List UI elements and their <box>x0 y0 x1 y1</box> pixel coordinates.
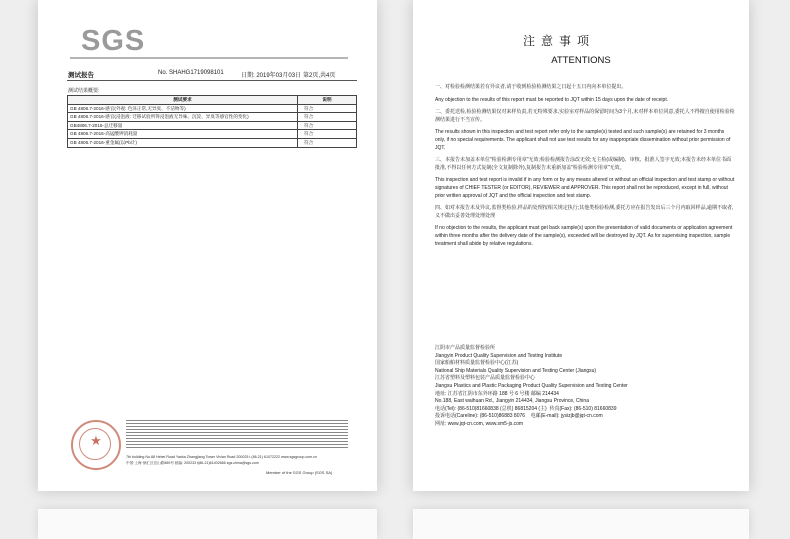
table-row <box>68 138 357 147</box>
notice-en: This inspection and test report is invalid if in any form or by any means altered or without an official inspection and test stamp or without signatures of CHIEF TESTER (or EDITOR), REVIEWER and APPROVER. This report shall not be reproduced, except in full, without prior written approval of JQT and the official inspection and test stamp. <box>435 177 735 199</box>
contact-line: 国家船舶材料质量监督检验中心(江苏) <box>435 360 519 367</box>
footer-address-cn: 中国·上海·徐汇区宜山路889号 邮编: 200233 t(86-21)61402666 sgs.china@sgs.com <box>126 461 259 465</box>
institute-contacts <box>435 345 735 429</box>
fine-print-block <box>126 420 348 450</box>
table-row <box>68 130 357 139</box>
sgs-test-report-page <box>38 0 377 491</box>
table-row <box>68 121 357 130</box>
attentions-title-cn: 注意事项 <box>523 34 596 48</box>
table-row <box>68 113 357 122</box>
attentions-body <box>435 84 735 253</box>
cell-requirement: GB 4806.7-2016-感官(外观: 色泽正常,无异臭、不洁物等) <box>68 104 298 113</box>
tel-line: 电话(Tel): (86-510)81660838 (总机) 86815204 (主) <box>435 405 547 412</box>
header-divider <box>67 80 357 81</box>
cell-conclusion: 符合 <box>298 130 357 139</box>
notice-cn: 一、对检验检测结果若有异议者,请于收到检验检测结果之日起十五日内向本单位提出。 <box>435 84 627 90</box>
cell-conclusion: 符合 <box>298 104 357 113</box>
table-row <box>68 104 357 113</box>
cell-requirement: GB 4806.7-2016-重金属(以Pb计) <box>68 138 298 147</box>
cell-conclusion: 符合 <box>298 138 357 147</box>
footer-address-en: 7th building No.88 Hebei Road Yanka Zhangjiang Tower Vivian Road 200025 t (86-21) 61072222 www.sgsgroup.com.cn <box>126 455 317 459</box>
notice-cn: 三、本报告未加盖本单位"检验检测专用章"无效;检验检测报告涂改无效;无主检(或编制)、审核、批准人签字无效;本报告未经本单位书面批准,不得以任何方式复制(全文复制除外),复制报告未重新加盖"检验检测专用章"无效。 <box>435 157 732 171</box>
contact-line: 江阴市产品质量监督检验所 <box>435 345 496 351</box>
cell-requirement: GB 4806.7-2016-高锰酸钾消耗量 <box>68 130 298 139</box>
next-page-right-edge <box>413 509 749 539</box>
official-stamp-icon: ★ <box>71 420 121 470</box>
contact-line: Jiangsu Plastics and Plastic Packaging Product Quality Supervision and Testing Center <box>435 382 628 389</box>
header-requirement: 测试要求 <box>68 96 298 105</box>
email-line: 电邮(E-mail): jysizjb@jqt-cn.com <box>530 413 603 420</box>
cell-conclusion: 符合 <box>298 113 357 122</box>
page-number: 第2页,共4页 <box>303 73 336 79</box>
notice-en: If no objection to the results, the applicant must get back sample(s) upon the presentation of valid documents or application agreement within three months after the delivery date of the sample(s), exceeded will be destroyed by JQT. As for supervising inspection, sample treatment shall abide by relative regulations. <box>435 225 733 247</box>
notice-en: The results shown in this inspection and test report refer only to the sample(s) tested and such sample(s) are retained for 3 months only, if no special requirements. The applicant shall not use test results for any inappropriate dissemination without prior permission of JQT. <box>435 129 731 151</box>
careline: 投诉电话(Careline): (86-510)86883 8076 <box>435 413 526 420</box>
contact-line: National Ship Materials Quality Supervision and Testing Center (Jiangsu) <box>435 367 597 374</box>
report-date: 日期: 2019年03月03日 <box>241 73 302 79</box>
report-number: No. SHAHG1719098101 <box>158 70 224 76</box>
table-header-row <box>68 96 357 105</box>
notice-cn: 四、如对本报告未及异议,监督类检验,样品的处理按相关规定执行;其他类检验检测,委托方应在报告发出后三个月内取回样品,逾期不取者,义不做出妥善处理处理处理 <box>435 205 734 219</box>
sgs-member-note: Member of the SGS Group (SGS SA) <box>266 470 333 475</box>
logo-divider <box>70 57 348 59</box>
cell-conclusion: 符合 <box>298 121 357 130</box>
next-page-left-edge <box>38 509 377 539</box>
cell-requirement: GB 4806.7-2016-感官(浸泡液: 迁移试验所得浸泡液无异味、沉淀、异臭等感官性的变化) <box>68 113 298 122</box>
cell-requirement: GB4806.7-2016-总迁移量 <box>68 121 298 130</box>
attentions-title-en: ATTENTIONS <box>551 55 611 66</box>
header-conclusion: 说明 <box>298 96 357 105</box>
contact-line: 地址: 江苏省江阴市东外环路 188 号 6 号楼 邮编 214434 <box>435 390 559 397</box>
overview-label: 测试结果概要: <box>68 88 100 94</box>
attentions-page <box>413 0 749 491</box>
contact-line: Jiangyin Product Quality Supervision and Testing Institute <box>435 352 563 359</box>
report-title: 测试报告 <box>68 72 94 79</box>
sgs-logo: SGS <box>81 25 146 57</box>
notice-cn: 二、委托送检,检验检测结果仅对来样负责,若无特殊要求,实验室对样品的保留时间为3个月,未对样本单位同意,委托人不得擅自使用检验检测结果进行不当宣传。 <box>435 109 735 123</box>
result-table <box>67 95 357 148</box>
contact-line <box>435 413 735 421</box>
fax-line: 传真(Fax): (86-510) 81660839 <box>549 405 617 412</box>
contact-line: No.188, East waihuan Rd., Jiangyin 214434, Jiangsu Province, China <box>435 398 589 405</box>
notice-en: Any objection to the results of this report must be reported to JQT within 15 days upon the date of receipt. <box>435 96 669 103</box>
contact-line: 江苏省塑料及塑料包装产品质量监督检验中心 <box>435 375 536 382</box>
contact-line: 网址: www.jqt-cn.com, www.sm5-js.com <box>435 420 524 427</box>
